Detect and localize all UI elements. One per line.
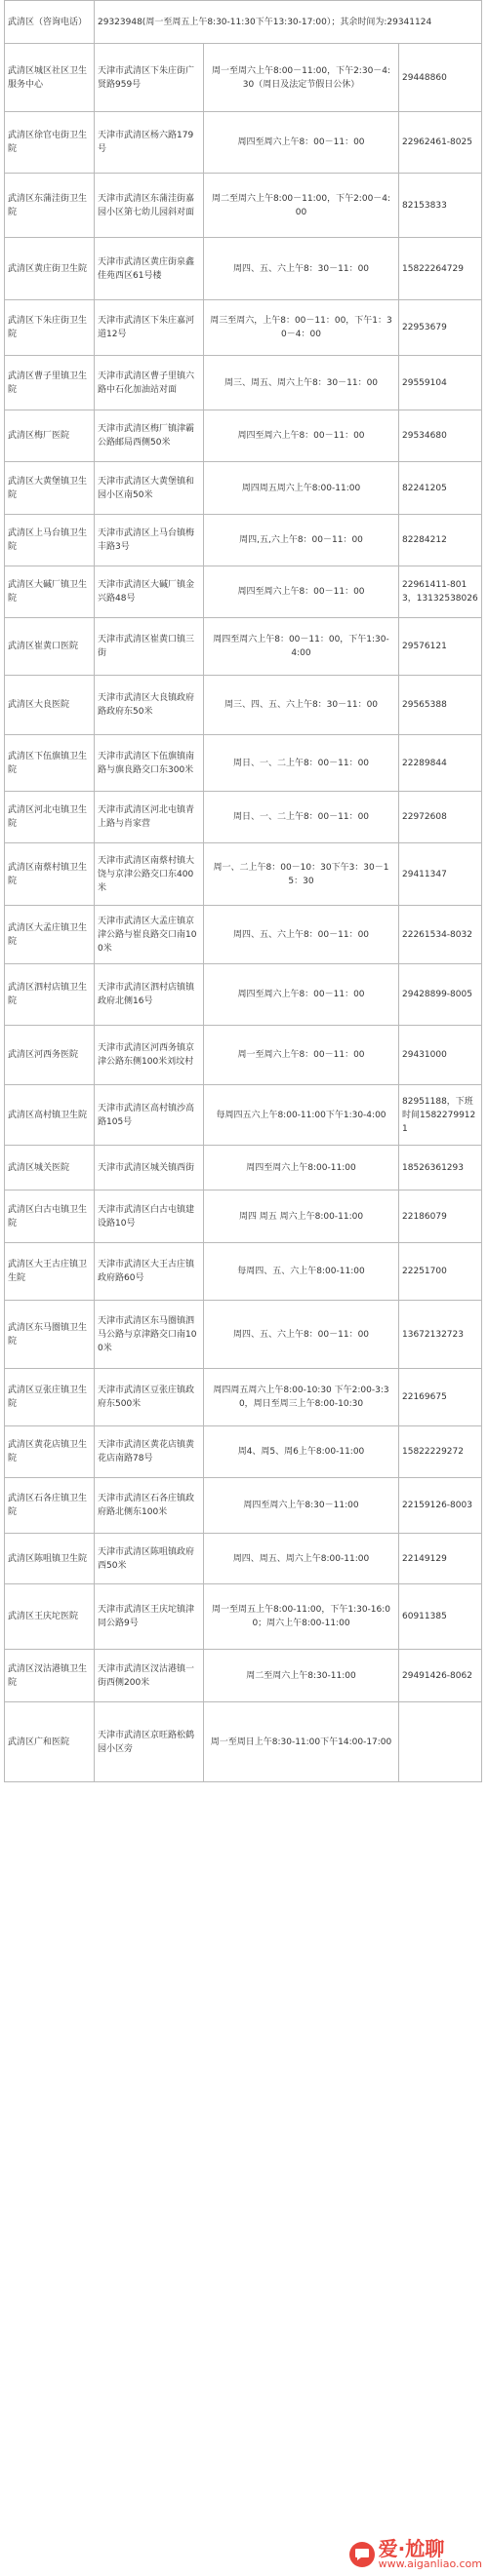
contact-phone: 15822229272 xyxy=(398,1426,482,1477)
contact-phone: 13672132723 xyxy=(398,1301,482,1368)
vaccination-hours: 周三、周五、周六上午8：30－11：00 xyxy=(203,356,398,410)
institution-name: 武清区城区社区卫生服务中心 xyxy=(4,44,94,111)
site-watermark xyxy=(349,2539,482,2570)
institution-address: 天津市武清区南蔡村镇大饶与京津公路交口东400米 xyxy=(94,843,203,905)
vaccination-hours: 周一、二上午8：00－10：30下午3：30－15：30 xyxy=(203,843,398,905)
contact-phone: 22953679 xyxy=(398,300,482,355)
contact-phone: 29448860 xyxy=(398,44,482,111)
institution-name: 武清区徐官屯街卫生院 xyxy=(4,112,94,173)
chat-bubble-icon xyxy=(349,2542,375,2567)
table-row xyxy=(4,514,482,566)
institution-name: 武清区豆张庄镇卫生院 xyxy=(4,1369,94,1425)
institution-name: 武清区黄花店镇卫生院 xyxy=(4,1426,94,1477)
table-row xyxy=(4,617,482,675)
vaccination-hours: 周四、周五、周六上午8:00-11:00 xyxy=(203,1534,398,1583)
institution-address: 天津市武清区泗村店镇镇政府北侧16号 xyxy=(94,964,203,1025)
institution-name: 武清区石各庄镇卫生院 xyxy=(4,1478,94,1533)
institution-address: 天津市武清区黄花店镇黄花店南路78号 xyxy=(94,1426,203,1477)
institution-address: 天津市武清区上马台镇梅丰路3号 xyxy=(94,515,203,566)
contact-phone: 18526361293 xyxy=(398,1146,482,1190)
institution-address: 天津市武清区汊沽港镇一街西侧200米 xyxy=(94,1650,203,1701)
table-row xyxy=(4,1477,482,1533)
contact-phone: 29559104 xyxy=(398,356,482,410)
institution-name: 武清区下伍旗镇卫生院 xyxy=(4,735,94,791)
table-row xyxy=(4,842,482,905)
vaccination-hours: 周一至周六上午8:00－11:00，下午2:30－4:30（周日及法定节假日公休） xyxy=(203,44,398,111)
institution-address: 天津市武清区京旺路松鹤园小区旁 xyxy=(94,1702,203,1781)
institution-name: 武清区大王古庄镇卫生院 xyxy=(4,1243,94,1300)
vaccination-hours: 周4、周5、周6上午8:00-11:00 xyxy=(203,1426,398,1477)
institution-address: 天津市武清区大王古庄镇政府路60号 xyxy=(94,1243,203,1300)
vaccination-hours: 周四至周六上午8：00－11：00 xyxy=(203,964,398,1025)
table-row xyxy=(4,905,482,963)
institution-name: 武清区上马台镇卫生院 xyxy=(4,515,94,566)
vaccination-hours: 周一至周日上午8:30-11:00下午14:00-17:00 xyxy=(203,1702,398,1781)
table-row xyxy=(4,1649,482,1701)
table-row xyxy=(4,566,482,617)
institution-address: 天津市武清区豆张庄镇政府东500米 xyxy=(94,1369,203,1425)
contact-phone: 22251700 xyxy=(398,1243,482,1300)
vaccination-hours: 每周四五六上午8:00-11:00下午1:30-4:00 xyxy=(203,1085,398,1145)
table-row xyxy=(4,43,482,111)
table-row xyxy=(4,1145,482,1190)
district-name: 武清区（咨询电话） xyxy=(4,1,94,43)
institution-address: 天津市武清区东马圈镇泗马公路与京津路交口南100米 xyxy=(94,1301,203,1368)
vaccination-hours: 周四至周六上午8:30－11:00 xyxy=(203,1478,398,1533)
vaccination-hours: 周四,五,六上午8：00－11：00 xyxy=(203,515,398,566)
table-row xyxy=(4,1533,482,1583)
institution-name: 武清区大碱厂镇卫生院 xyxy=(4,566,94,617)
vaccination-hours: 周一至周五上午8:00-11:00，下午1:30-16:00；周六上午8:00-11:00 xyxy=(203,1584,398,1649)
institution-address: 天津市武清区大孟庄镇京津公路与崔良路交口南100米 xyxy=(94,906,203,963)
table-row xyxy=(4,963,482,1025)
contact-phone: 22962461-8025 xyxy=(398,112,482,173)
contact-phone: 22961411-8013，13132538026 xyxy=(398,566,482,617)
institution-name: 武清区高村镇卫生院 xyxy=(4,1085,94,1145)
contact-phone: 22261534-8032 xyxy=(398,906,482,963)
vaccination-hours: 周四 周五 周六上午8:00-11:00 xyxy=(203,1190,398,1242)
vaccination-hours: 周四至周六上午8：00－11：00 xyxy=(203,112,398,173)
vaccination-hours: 周日、一、二上午8：00－11：00 xyxy=(203,792,398,842)
contact-phone: 82241205 xyxy=(398,462,482,514)
institution-name: 武清区下朱庄街卫生院 xyxy=(4,300,94,355)
institution-name: 武清区曹子里镇卫生院 xyxy=(4,356,94,410)
institution-address: 天津市武清区黄庄街泉鑫佳苑西区61号楼 xyxy=(94,238,203,299)
contact-phone: 82284212 xyxy=(398,515,482,566)
institution-name: 武清区南蔡村镇卫生院 xyxy=(4,843,94,905)
vaccination-hours: 周四至周六上午8:00-11:00 xyxy=(203,1146,398,1190)
table-row xyxy=(4,461,482,514)
institution-address: 天津市武清区大碱厂镇金兴路48号 xyxy=(94,566,203,617)
institution-address: 天津市武清区崔黄口镇三街 xyxy=(94,618,203,675)
table-row xyxy=(4,1701,482,1782)
institution-address: 天津市武清区梅厂镇津霸公路邮局西侧50米 xyxy=(94,410,203,461)
institution-address: 天津市武清区高村镇沙高路105号 xyxy=(94,1085,203,1145)
contact-phone: 82951188，下班时间15822799121 xyxy=(398,1085,482,1145)
district-info: 29323948(周一至周五上午8:30-11:30下午13:30-17:00）；其余时间为:29341124 xyxy=(94,1,482,43)
contact-phone xyxy=(398,1702,482,1781)
contact-phone: 22149129 xyxy=(398,1534,482,1583)
institution-name: 武清区东马圈镇卫生院 xyxy=(4,1301,94,1368)
table-row xyxy=(4,299,482,355)
vaccination-hours: 周三、四、五、六上午8：30－11：00 xyxy=(203,676,398,734)
institution-name: 武清区黄庄街卫生院 xyxy=(4,238,94,299)
institution-address: 天津市武清区白古屯镇建设路10号 xyxy=(94,1190,203,1242)
table-row xyxy=(4,675,482,734)
table-row xyxy=(4,1583,482,1649)
institution-address: 天津市武清区城关镇西街 xyxy=(94,1146,203,1190)
vaccination-hours: 周四、五、六上午8：30－11：00 xyxy=(203,238,398,299)
table-row xyxy=(4,410,482,461)
institution-name: 武清区东蒲洼街卫生院 xyxy=(4,174,94,237)
institution-address: 天津市武清区东蒲洼街嘉园小区第七幼儿园斜对面 xyxy=(94,174,203,237)
table-row xyxy=(4,1242,482,1300)
vaccination-hours: 每周四、五、六上午8:00-11:00 xyxy=(203,1243,398,1300)
contact-phone: 22289844 xyxy=(398,735,482,791)
contact-phone: 60911385 xyxy=(398,1584,482,1649)
institution-name: 武清区陈咀镇卫生院 xyxy=(4,1534,94,1583)
institution-address: 天津市武清区杨六路179号 xyxy=(94,112,203,173)
table-row xyxy=(4,1025,482,1084)
institution-name: 武清区汊沽港镇卫生院 xyxy=(4,1650,94,1701)
vaccination-hours: 周四至周六上午8：00－11：00 xyxy=(203,566,398,617)
contact-phone: 29428899-8005 xyxy=(398,964,482,1025)
contact-phone: 82153833 xyxy=(398,174,482,237)
vaccination-hours: 周二至周六上午8:30-11:00 xyxy=(203,1650,398,1701)
institution-address: 天津市武清区大黄堡镇和园小区南50米 xyxy=(94,462,203,514)
table-row xyxy=(4,1300,482,1368)
table-row xyxy=(4,1084,482,1145)
table-row xyxy=(4,1425,482,1477)
institution-address: 天津市武清区石各庄镇政府路北侧东100米 xyxy=(94,1478,203,1533)
table-row xyxy=(4,734,482,791)
table-row xyxy=(4,1190,482,1242)
institution-name: 武清区大良医院 xyxy=(4,676,94,734)
contact-phone: 29491426-8062 xyxy=(398,1650,482,1701)
institution-address: 天津市武清区下伍旗镇南路与旗良路交口东300米 xyxy=(94,735,203,791)
contact-phone: 29565388 xyxy=(398,676,482,734)
contact-phone: 22186079 xyxy=(398,1190,482,1242)
institution-name: 武清区大孟庄镇卫生院 xyxy=(4,906,94,963)
contact-phone: 15822264729 xyxy=(398,238,482,299)
institution-address: 天津市武清区曹子里镇六路中石化加油站对面 xyxy=(94,356,203,410)
institution-name: 武清区广和医院 xyxy=(4,1702,94,1781)
table-row xyxy=(4,1368,482,1425)
institution-address: 天津市武清区河北屯镇青上路与肖家营 xyxy=(94,792,203,842)
vaccination-hours: 周四周五周六上午8:00-11:00 xyxy=(203,462,398,514)
institution-address: 天津市武清区大良镇政府路政府东50米 xyxy=(94,676,203,734)
vaccination-hours: 周四至周六上午8：00－11：00，下午1:30-4:00 xyxy=(203,618,398,675)
institution-name: 武清区大黄堡镇卫生院 xyxy=(4,462,94,514)
institution-address: 天津市武清区河西务镇京津公路东侧100米刘坟村 xyxy=(94,1026,203,1084)
watermark-url: www.aiganliao.com xyxy=(378,2557,482,2570)
institution-address: 天津市武清区陈咀镇政府西50米 xyxy=(94,1534,203,1583)
vaccination-hours: 周四、五、六上午8：00－11：00 xyxy=(203,906,398,963)
institution-name: 武清区河北屯镇卫生院 xyxy=(4,792,94,842)
vaccination-hours: 周三至周六，上午8：00－11：00，下午1：30－4：00 xyxy=(203,300,398,355)
contact-phone: 22169675 xyxy=(398,1369,482,1425)
contact-phone: 29411347 xyxy=(398,843,482,905)
vaccination-hours: 周四至周六上午8：00－11：00 xyxy=(203,410,398,461)
institution-name: 武清区梅厂医院 xyxy=(4,410,94,461)
institution-address: 天津市武清区下朱庄嘉河道12号 xyxy=(94,300,203,355)
institution-address: 天津市武清区王庆坨镇津同公路9号 xyxy=(94,1584,203,1649)
institution-name: 武清区城关医院 xyxy=(4,1146,94,1190)
vaccination-hours: 周日、一、二上午8：00－11：00 xyxy=(203,735,398,791)
table-row xyxy=(4,791,482,842)
vaccination-hours: 周四、五、六上午8：00－11：00 xyxy=(203,1301,398,1368)
institution-name: 武清区崔黄口医院 xyxy=(4,618,94,675)
table-header-row xyxy=(4,0,482,43)
watermark-title: 爱·尬聊 xyxy=(378,2537,445,2560)
contact-phone: 29534680 xyxy=(398,410,482,461)
vaccination-hours: 周一至周六上午8：00－11：00 xyxy=(203,1026,398,1084)
table-row xyxy=(4,111,482,173)
table-row xyxy=(4,237,482,299)
institution-name: 武清区白古屯镇卫生院 xyxy=(4,1190,94,1242)
contact-phone: 29431000 xyxy=(398,1026,482,1084)
table-row xyxy=(4,355,482,410)
contact-phone: 29576121 xyxy=(398,618,482,675)
vaccination-hours: 周二至周六上午8:00－11:00，下午2:00－4:00 xyxy=(203,174,398,237)
institution-address: 天津市武清区下朱庄街广贤路959号 xyxy=(94,44,203,111)
contact-phone: 22159126-8003 xyxy=(398,1478,482,1533)
contact-phone: 22972608 xyxy=(398,792,482,842)
institution-name: 武清区泗村店镇卫生院 xyxy=(4,964,94,1025)
table-row xyxy=(4,173,482,237)
institution-name: 武清区河西务医院 xyxy=(4,1026,94,1084)
vaccination-hours: 周四周五周六上午8:00-10:30 下午2:00-3:30，周日至周三上午8:00-10:30 xyxy=(203,1369,398,1425)
institution-name: 武清区王庆坨医院 xyxy=(4,1584,94,1649)
